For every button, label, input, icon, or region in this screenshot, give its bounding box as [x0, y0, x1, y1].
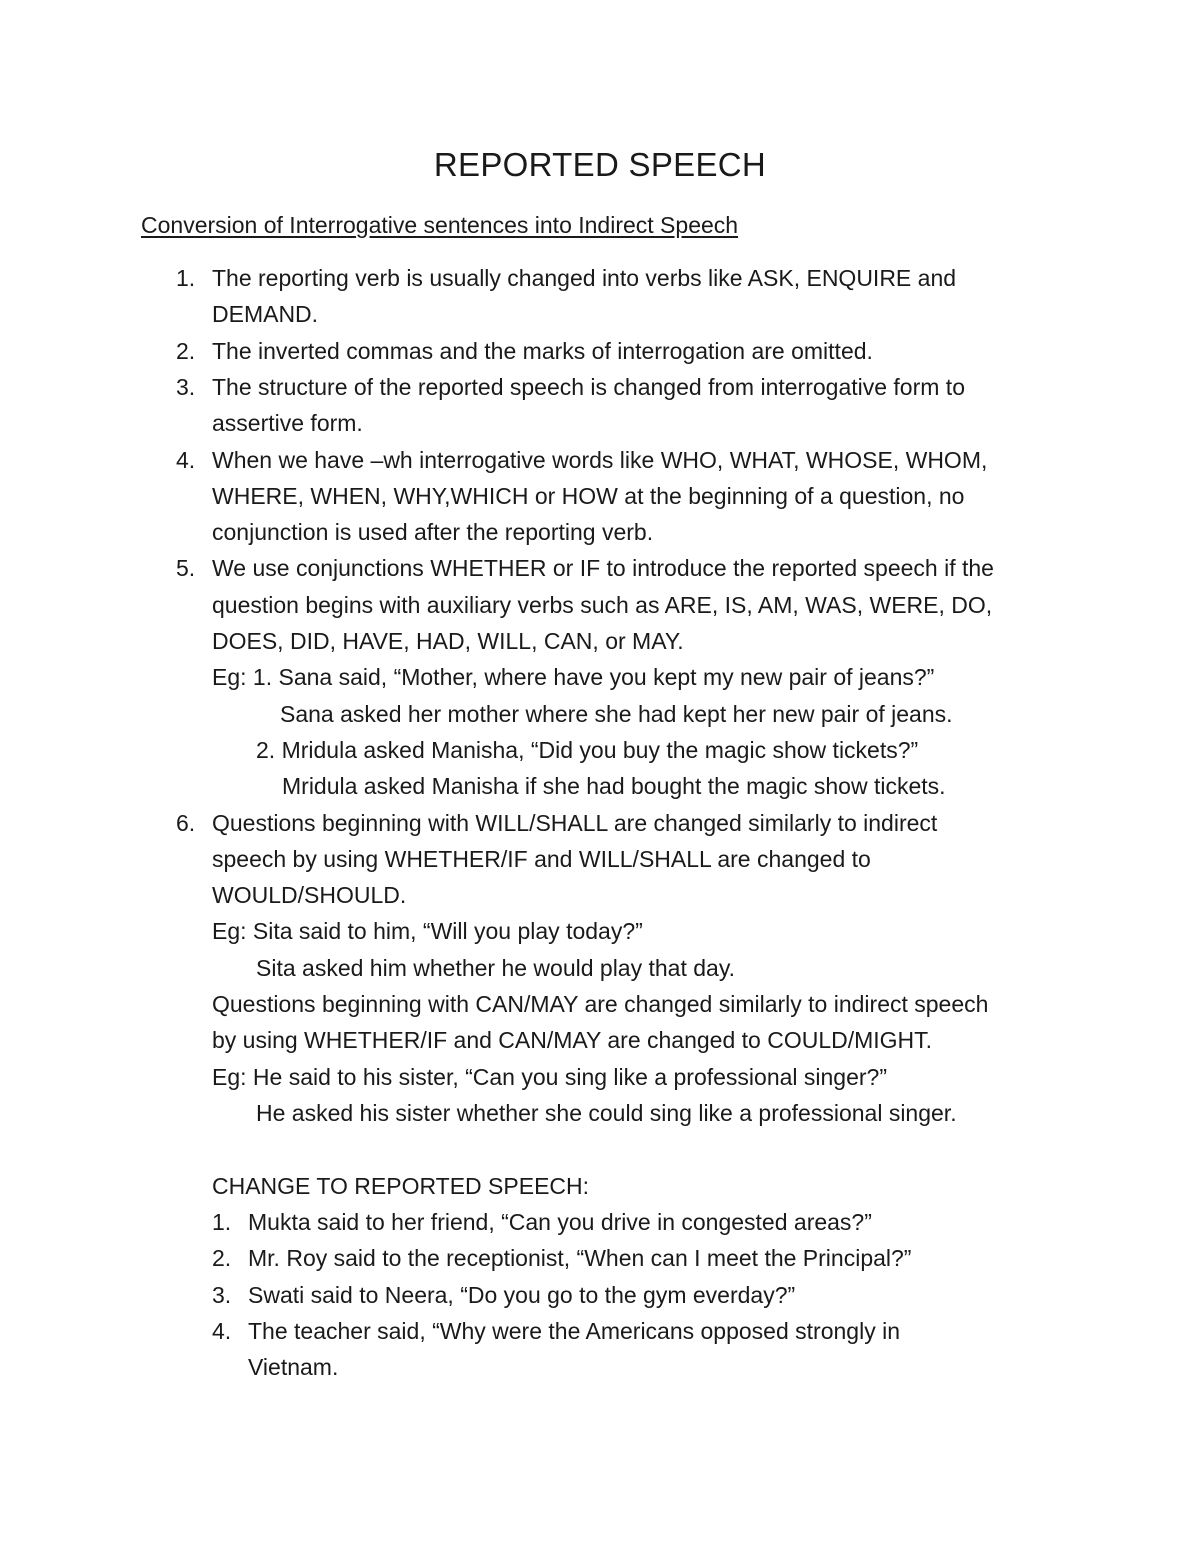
rule-text: When we have –wh interrogative words like WHO, WHAT, WHOSE, WHOM, [212, 447, 988, 473]
exercise-heading: CHANGE TO REPORTED SPEECH: [212, 1173, 590, 1199]
rule-text: Questions beginning with CAN/MAY are changed similarly to indirect speech [212, 991, 989, 1017]
rule-number: 1. [176, 265, 196, 291]
example-answer: Sita asked him whether he would play that day. [256, 955, 736, 981]
example-question: Eg: He said to his sister, “Can you sing like a professional singer?” [212, 1064, 887, 1090]
exercise-number: 2. [212, 1245, 232, 1271]
rule-text: The structure of the reported speech is changed from interrogative form to [212, 374, 965, 400]
example-question: Eg: Sita said to him, “Will you play today?” [212, 918, 643, 944]
exercise-item: Vietnam. [248, 1354, 339, 1380]
exercise-item: Swati said to Neera, “Do you go to the gym everday?” [248, 1282, 796, 1308]
section-subtitle: Conversion of Interrogative sentences into Indirect Speech [141, 212, 739, 238]
example-question: 2. Mridula asked Manisha, “Did you buy the magic show tickets?” [256, 737, 919, 763]
rule-number: 4. [176, 447, 196, 473]
rule-text: The reporting verb is usually changed into verbs like ASK, ENQUIRE and [212, 265, 957, 291]
rule-number: 3. [176, 374, 196, 400]
rule-text: DEMAND. [212, 301, 319, 327]
exercise-item: Mr. Roy said to the receptionist, “When can I meet the Principal?” [248, 1245, 912, 1271]
rule-text: WOULD/SHOULD. [212, 882, 407, 908]
rule-text: conjunction is used after the reporting verb. [212, 519, 654, 545]
exercise-item: Mukta said to her friend, “Can you drive in congested areas?” [248, 1209, 872, 1235]
exercise-number: 1. [212, 1209, 232, 1235]
rule-text: speech by using WHETHER/IF and WILL/SHALL are changed to [212, 846, 871, 872]
rule-text: by using WHETHER/IF and CAN/MAY are changed to COULD/MIGHT. [212, 1027, 933, 1053]
page-title: REPORTED SPEECH [433, 146, 767, 183]
example-answer: He asked his sister whether she could sing like a professional singer. [256, 1100, 957, 1126]
example-answer: Mridula asked Manisha if she had bought the magic show tickets. [282, 773, 946, 799]
rule-text: We use conjunctions WHETHER or IF to introduce the reported speech if the [212, 555, 994, 581]
rule-text: The inverted commas and the marks of interrogation are omitted. [212, 338, 873, 364]
rule-text: question begins with auxiliary verbs such as ARE, IS, AM, WAS, WERE, DO, [212, 592, 993, 618]
exercise-number: 3. [212, 1282, 232, 1308]
exercise-number: 4. [212, 1318, 232, 1344]
rule-text: DOES, DID, HAVE, HAD, WILL, CAN, or MAY. [212, 628, 684, 654]
rule-text: WHERE, WHEN, WHY,WHICH or HOW at the beginning of a question, no [212, 483, 965, 509]
rule-number: 6. [176, 810, 196, 836]
rule-number: 5. [176, 555, 196, 581]
rule-text: assertive form. [212, 410, 363, 436]
rule-number: 2. [176, 338, 196, 364]
rule-text: Questions beginning with WILL/SHALL are changed similarly to indirect [212, 810, 938, 836]
example-question: Eg: 1. Sana said, “Mother, where have you kept my new pair of jeans?” [212, 664, 935, 690]
example-answer: Sana asked her mother where she had kept her new pair of jeans. [280, 701, 953, 727]
exercise-item: The teacher said, “Why were the Americans opposed strongly in [248, 1318, 900, 1344]
